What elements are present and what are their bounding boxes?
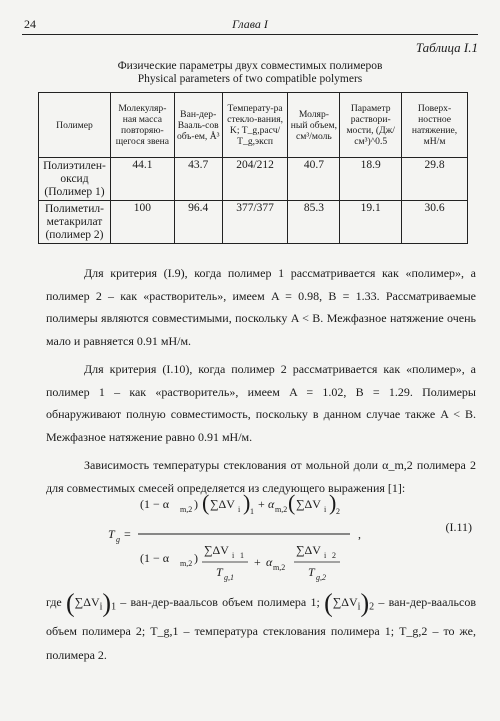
body-text <box>46 262 476 499</box>
header-surface-tension: Поверх-ностное натяжение, мН/м <box>402 93 468 158</box>
eq-den-one-minus: (1 − α <box>140 551 170 565</box>
table-label: Таблица I.1 <box>415 40 478 55</box>
svg-text:): ) <box>243 490 251 515</box>
svg-text:=: = <box>124 527 131 541</box>
svg-text:): ) <box>329 490 337 515</box>
table-header-row <box>39 93 468 158</box>
chapter-title: Глава I <box>232 17 268 31</box>
caption-en: Physical parameters of two compatible polymers <box>137 73 363 85</box>
eq-den-sum2-sub: i <box>324 551 327 560</box>
table-cell: 204/212 <box>222 158 288 201</box>
where-word: где <box>46 595 62 609</box>
table-caption <box>40 60 460 86</box>
row-polymer-name: Полиэтилен-оксид (Полимер 1) <box>39 158 111 201</box>
where-vdw1: – ван-дер-ваальсов объем полимера 1; <box>120 595 320 609</box>
row-polymer-name: Полиметил-метакрилат (полимер 2) <box>39 201 111 244</box>
header-glass-temp: Температу-ра стекло-вания, K; T_g,расч/ T_g,эксп <box>222 93 288 158</box>
table-cell: 18.9 <box>340 158 402 201</box>
header-polymer: Полимер <box>39 93 111 158</box>
eq-lhs: T <box>108 527 115 541</box>
header-molar-volume: Моляр-ный объем, см³/моль <box>288 93 340 158</box>
header-vdw-volume: Ван-дер-Вааль-сов объ-ем, Å³ <box>174 93 222 158</box>
where-sum2: ∑ΔV <box>332 595 358 609</box>
eq-num-sum2: ∑ΔV <box>296 497 321 511</box>
where-clause: где $(\sum\Delta V_i)_1$ – ван-дер-ваальсов объем полимера 1; $(\sum\Delta V_i)_2$ – ван-дер-ваальсов объем полимера 2; T_g,1 – температура стеклования полимера 1; T_g,2 – то же, полимера 2. <box>46 588 476 663</box>
parameters-table <box>38 92 468 244</box>
eq-den-sum1: ∑ΔV <box>204 543 229 557</box>
equation-drawing <box>100 478 400 588</box>
svg-text:(: ( <box>202 490 210 515</box>
eq-num-sub2: 2 <box>336 507 340 516</box>
table-cell: 40.7 <box>288 158 340 201</box>
where-sum2-i: i <box>357 601 361 613</box>
where-vdw2: – ван-дер-ваальсов объем полимера 2; <box>46 595 476 639</box>
eq-den-alpha: α <box>266 555 273 569</box>
eq-num-alpha: α <box>268 497 275 511</box>
table-cell: 100 <box>110 201 174 244</box>
svg-text:+: + <box>254 555 261 569</box>
eq-den-tg1-sub: g,1 <box>224 573 234 582</box>
table-cell: 19.1 <box>340 201 402 244</box>
eq-num-alpha-sub: m,2 <box>180 505 193 514</box>
table-cell: 44.1 <box>110 158 174 201</box>
paragraph: Для критерия (I.10), когда полимер 2 рассматривается как «полимер», а полимер 1 – как «растворитель», имеем A = 1.02, B = 1.29. Полимеры обнаруживают полную совместимость, поскольку в данном случае также A < B. Межфазное натяжение равно 0.91 мН/м. <box>46 362 476 444</box>
table-cell: 96.4 <box>174 201 222 244</box>
table-row <box>39 158 468 201</box>
where-tg: T_g,1 – температура стеклования полимера 1; T_g,2 – то же, полимера 2. <box>46 624 476 663</box>
caption-ru: Физические параметры двух совместимых полимеров <box>117 60 383 72</box>
table-cell: 43.7 <box>174 158 222 201</box>
svg-text:,: , <box>358 527 361 541</box>
eq-num-one-minus: (1 − α <box>140 497 170 511</box>
where-sum1-i: i <box>99 601 103 613</box>
svg-text:): ) <box>194 551 198 565</box>
eq-den-tg2: T <box>308 565 315 579</box>
equation-number: (I.11) <box>445 520 472 534</box>
header-solubility: Параметр раствори-мости, (Дж/см³)^0.5 <box>340 93 402 158</box>
paragraph: Зависимость температуры стеклования от мольной доли α_m,2 полимера 2 для совместимых смесей определяется из следующего выражения [1]: <box>46 458 476 495</box>
where-sum1: ∑ΔV <box>74 595 100 609</box>
svg-text:+: + <box>258 497 265 511</box>
svg-text:(: ( <box>288 490 296 515</box>
table-cell: 30.6 <box>402 201 468 244</box>
eq-num-sum1-sub: i <box>238 505 241 514</box>
eq-num-sub1: 1 <box>250 507 254 516</box>
table-cell: 85.3 <box>288 201 340 244</box>
eq-den-sum1-sub: i <box>232 551 235 560</box>
eq-lhs-sub: g <box>116 535 120 544</box>
running-head <box>22 16 478 35</box>
paragraph: Для критерия (I.9), когда полимер 1 рассматривается как «полимер», а полимер 2 – как «растворитель», имеем A = 0.98, B = 1.33. Рассматриваемые полимеры являются совместимыми, поскольку A < B. Межфазное натяжение очень мало и равняется 0.91 мН/м. <box>46 266 476 348</box>
eq-den-alpha-sub: m,2 <box>180 559 193 568</box>
eq-num-sum2-sub: i <box>324 505 327 514</box>
svg-text:): ) <box>194 497 198 511</box>
where-sum2-index: 2 <box>369 601 375 613</box>
eq-den-tg1: T <box>216 565 223 579</box>
eq-den-alpha2-sub: m,2 <box>273 563 286 572</box>
table-cell: 29.8 <box>402 158 468 201</box>
page-number: 24 <box>24 17 36 31</box>
eq-den-sub2: 2 <box>332 551 336 560</box>
table-cell: 377/377 <box>222 201 288 244</box>
eq-den-sum2: ∑ΔV <box>296 543 321 557</box>
eq-den-tg2-sub: g,2 <box>316 573 326 582</box>
table-row <box>39 201 468 244</box>
where-sum1-index: 1 <box>111 601 117 613</box>
header-mol-mass: Молекуляр-ная масса повторяю-щегося звена <box>110 93 174 158</box>
eq-den-sub1: 1 <box>240 551 244 560</box>
eq-num-sum1: ∑ΔV <box>210 497 235 511</box>
eq-num-alpha2-sub: m,2 <box>275 505 288 514</box>
equation-i-11 <box>100 478 400 588</box>
